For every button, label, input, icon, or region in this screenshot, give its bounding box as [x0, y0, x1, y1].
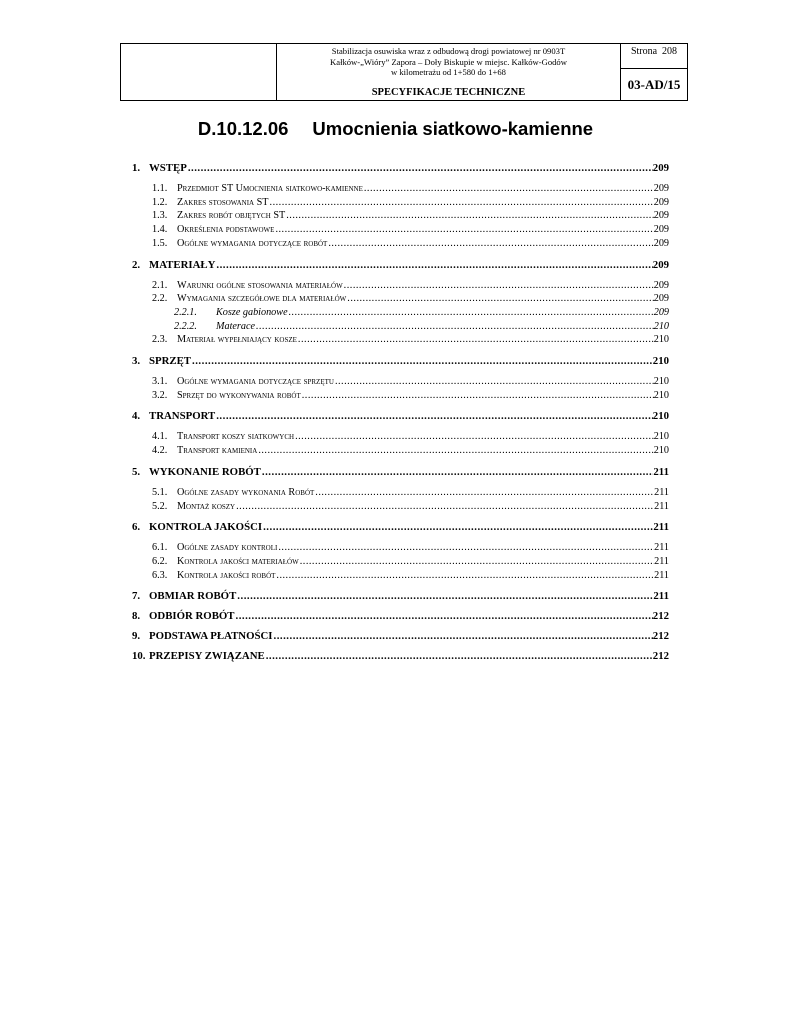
dot-leader [347, 292, 653, 306]
toc-entry-text: Transport kamienia [177, 445, 258, 457]
toc-entry-number: 2.2.2. [174, 320, 197, 332]
toc-page-number: 211 [653, 521, 669, 534]
toc-page-number: 209 [652, 258, 669, 271]
toc-subsection-entry[interactable] [132, 182, 669, 196]
dot-leader [302, 389, 654, 403]
document-title-text: Umocnienia siatkowo-kamienne [312, 118, 594, 139]
dot-leader [263, 521, 653, 533]
toc-entry-label [132, 590, 236, 602]
dot-leader [237, 590, 653, 602]
toc-entry-text: Wymagania szczegółowe dla materiałów [177, 293, 347, 305]
page-number-box [621, 44, 687, 69]
dot-leader [258, 444, 653, 458]
project-line-3: w kilometrażu od 1+580 do 1+68 [391, 67, 506, 77]
toc-entry-label [152, 279, 343, 293]
toc-entry-label [132, 355, 191, 367]
dot-leader [188, 162, 653, 174]
toc-subsection-entry[interactable] [132, 209, 669, 223]
toc-entry-number: 1.1. [152, 183, 168, 194]
toc-entry-number: 6.1. [152, 542, 168, 554]
toc-entry-label [152, 541, 277, 555]
toc-entry-number: 9. [132, 630, 141, 643]
dot-leader [278, 541, 654, 555]
toc-entry-label [152, 223, 274, 237]
toc-page-number: 209 [653, 306, 669, 318]
toc-entry-text: MATERIAŁY [149, 258, 216, 271]
toc-entry-text: Sprzęt do wykonywania robót [177, 389, 301, 401]
toc-entry-number: 4. [132, 410, 141, 423]
toc-subsection-entry[interactable] [132, 430, 669, 444]
toc-entry-text: Przedmiot ST Umocnienia siatkowo-kamienne [177, 183, 363, 194]
dot-leader [315, 486, 654, 500]
dot-leader [216, 410, 653, 422]
toc-page-number: 210 [653, 431, 669, 443]
toc-entry-text: Ogólne zasady wykonania Robót [177, 486, 315, 498]
toc-subsection-entry[interactable] [132, 389, 669, 403]
toc-entry-number: 3. [132, 355, 141, 368]
toc-entry-number: 3.1. [152, 376, 168, 388]
toc-entry-number: 5.2. [152, 500, 168, 512]
toc-page-number: 210 [653, 445, 669, 457]
page-number: 208 [662, 46, 678, 57]
dot-leader [274, 630, 653, 642]
toc-page-number: 212 [652, 630, 669, 643]
toc-subsection-entry[interactable] [132, 223, 669, 237]
toc-entry-number: 7. [132, 590, 141, 603]
toc-page-number: 211 [653, 465, 669, 478]
toc-page-number: 210 [653, 376, 669, 388]
toc-entry-number: 10. [132, 650, 146, 663]
document-title [0, 118, 791, 140]
toc-subsection-entry[interactable] [132, 444, 669, 458]
toc-entry-number: 2.2.1. [174, 306, 197, 318]
toc-entry-text: Materiał wypełniający kosze [177, 334, 297, 346]
toc-entry-label [132, 162, 187, 174]
toc-section-entry[interactable] [132, 410, 669, 422]
dot-leader [295, 430, 654, 444]
toc-entry-label [152, 389, 301, 403]
toc-entry-text: WYKONANIE ROBÓT [149, 465, 261, 478]
toc-entry-text: ODBIÓR ROBÓT [149, 610, 235, 623]
toc-entry-number: 3.2. [152, 389, 168, 401]
toc-entry-number: 2. [132, 258, 141, 271]
toc-page-number: 209 [653, 210, 669, 222]
toc-entry-label [152, 375, 334, 389]
toc-subsection-entry[interactable] [132, 486, 669, 500]
page-label: Strona [630, 46, 658, 57]
toc-page-number: 211 [654, 555, 669, 567]
toc-subsubsection-entry[interactable] [132, 306, 669, 320]
toc-page-number: 212 [652, 650, 669, 663]
toc-entry-label [174, 306, 288, 320]
toc-section-entry[interactable] [132, 521, 669, 533]
toc-entry-label [132, 466, 261, 478]
toc-page-number: 209 [653, 196, 669, 208]
dot-leader [216, 259, 652, 271]
toc-entry-label [132, 610, 235, 622]
toc-subsubsection-entry[interactable] [132, 320, 669, 334]
document-code: 03-AD/15 [627, 76, 681, 92]
toc-page-number: 211 [654, 569, 669, 581]
toc-entry-number: 1.3. [152, 210, 168, 222]
toc-entry-number: 6. [132, 521, 141, 534]
project-title [277, 46, 620, 78]
dot-leader [236, 500, 654, 514]
toc-page-number: 210 [652, 355, 669, 368]
toc-entry-text: Zakres robót objętych ST [177, 210, 286, 222]
toc-page-number: 210 [653, 334, 669, 346]
toc-entry-text: Ogólne wymagania dotyczące sprzętu [177, 376, 334, 388]
header-table [120, 43, 688, 101]
toc-section-entry[interactable] [132, 590, 669, 602]
toc-entry-number: 8. [132, 610, 141, 623]
toc-subsection-entry[interactable] [132, 237, 669, 251]
toc-entry-number: 2.1. [152, 279, 168, 291]
toc-subsection-entry[interactable] [132, 292, 669, 306]
dot-leader [328, 237, 653, 251]
toc-entry-number: 1.5. [152, 237, 168, 249]
toc-entry-text: Warunki ogólne stosowania materiałów [177, 279, 343, 291]
toc-page-number: 212 [652, 610, 669, 623]
toc-entry-number: 1.2. [152, 196, 168, 208]
dot-leader [276, 569, 654, 583]
dot-leader [256, 320, 654, 334]
toc-entry-text: Montaż koszy [177, 500, 236, 512]
toc-section-entry[interactable] [132, 259, 669, 271]
document-title-number: D.10.12.06 [197, 118, 289, 139]
toc-section-entry[interactable] [132, 650, 669, 662]
toc-subsection-entry[interactable] [132, 196, 669, 210]
header-logo-cell [121, 44, 277, 100]
toc-entry-text: OBMIAR ROBÓT [149, 590, 237, 603]
toc-page-number: 211 [654, 486, 669, 498]
dot-leader [286, 209, 654, 223]
toc-page-number: 209 [653, 237, 669, 249]
toc-page-number: 209 [652, 162, 669, 174]
toc-subsection-entry[interactable] [132, 333, 669, 347]
toc-entry-text: Kontrola jakości robót [177, 569, 276, 581]
toc-entry-number: 2.2. [152, 293, 168, 305]
toc-page-number: 211 [653, 590, 669, 603]
toc-entry-text: PODSTAWA PŁATNOŚCI [149, 630, 273, 643]
toc-entry-number: 6.3. [152, 569, 168, 581]
toc-page-number: 210 [653, 389, 669, 401]
toc-entry-label [132, 630, 273, 642]
toc-subsection-entry[interactable] [132, 279, 669, 293]
toc-section-entry[interactable] [132, 355, 669, 367]
toc-subsection-entry[interactable] [132, 555, 669, 569]
toc-entry-text: Zakres stosowania ST [177, 196, 269, 208]
toc-entry-label [152, 237, 327, 251]
toc-page-number: 209 [653, 183, 669, 194]
toc-entry-text: Ogólne wymagania dotyczące robót [177, 237, 328, 249]
toc-entry-number: 6.2. [152, 555, 168, 567]
toc-entry-number: 1. [132, 162, 141, 174]
toc-entry-label [152, 209, 285, 223]
toc-entry-label [152, 430, 294, 444]
dot-leader [289, 306, 654, 320]
toc-section-entry[interactable] [132, 162, 669, 174]
toc-entry-number: 5. [132, 465, 141, 478]
project-line-2: Kałków-„Wióry” Zapora – Doły Biskupie w miejsc. Kałków-Godów [330, 56, 567, 67]
toc-entry-text: PRZEPISY ZWIĄZANE [149, 650, 265, 663]
header-project-cell [277, 44, 621, 100]
toc-entry-label [132, 410, 215, 422]
toc-entry-number: 1.4. [152, 224, 168, 236]
toc-entry-text: Kontrola jakości materiałów [177, 555, 299, 567]
dot-leader [364, 182, 654, 196]
project-line-1: Stabilizacja osuwiska wraz z odbudową drogi powiatowej nr 0903T [331, 46, 566, 56]
toc-entry-label [152, 569, 275, 583]
toc-entry-number: 4.2. [152, 445, 168, 457]
dot-leader [270, 196, 654, 210]
toc-subsection-entry[interactable] [132, 500, 669, 514]
header-page-cell [621, 44, 687, 100]
dot-leader [275, 223, 653, 237]
toc-page-number: 210 [652, 410, 669, 423]
toc-entry-text: SPRZĘT [149, 355, 192, 368]
dot-leader [266, 650, 653, 662]
toc-entry-number: 4.1. [152, 431, 168, 443]
toc-entry-number: 2.3. [152, 334, 168, 346]
toc-entry-label [152, 292, 346, 306]
toc-entry-label [132, 521, 262, 533]
toc-subsection-entry[interactable] [132, 375, 669, 389]
toc-page-number: 209 [653, 279, 669, 291]
toc-section-entry[interactable] [132, 466, 669, 478]
dot-leader [335, 375, 654, 389]
toc-entry-label [152, 196, 269, 210]
toc-entry-label [152, 555, 299, 569]
dot-leader [300, 555, 654, 569]
toc-subsection-entry[interactable] [132, 569, 669, 583]
toc-entry-text: Transport koszy siatkowych [177, 431, 295, 443]
toc-entry-label [152, 444, 257, 458]
toc-entry-text: Ogólne zasady kontroli [177, 542, 278, 554]
dot-leader [236, 610, 653, 622]
toc-page-number: 209 [653, 293, 669, 305]
toc-entry-text: Określenia podstawowe [177, 224, 275, 236]
toc-entry-label [132, 650, 265, 662]
toc-entry-label [152, 486, 314, 500]
toc-page-number: 211 [654, 542, 669, 554]
toc-entry-label [132, 259, 215, 271]
toc-page-number: 210 [653, 320, 669, 332]
spec-title: SPECYFIKACJE TECHNICZNE [371, 87, 526, 98]
toc-entry-label [152, 333, 297, 347]
toc-page-number: 211 [654, 500, 669, 512]
toc-entry-text: WSTĘP [149, 162, 187, 174]
toc-subsection-entry[interactable] [132, 541, 669, 555]
toc-entry-label [174, 320, 255, 334]
dot-leader [262, 466, 654, 478]
toc-entry-label [152, 182, 363, 196]
toc-entry-text: Materace [216, 320, 256, 332]
dot-leader [344, 279, 654, 293]
toc-entry-text: TRANSPORT [149, 410, 216, 423]
toc-entry-label [152, 500, 235, 514]
toc-section-entry[interactable] [132, 610, 669, 622]
dot-leader [298, 333, 654, 347]
dot-leader [192, 355, 653, 367]
toc-entry-number: 5.1. [152, 486, 168, 498]
toc-entry-text: Kosze gabionowe [216, 306, 288, 318]
toc-entry-text: KONTROLA JAKOŚCI [149, 521, 263, 534]
toc-section-entry[interactable] [132, 630, 669, 642]
table-of-contents [132, 162, 669, 662]
toc-page-number: 209 [653, 224, 669, 236]
